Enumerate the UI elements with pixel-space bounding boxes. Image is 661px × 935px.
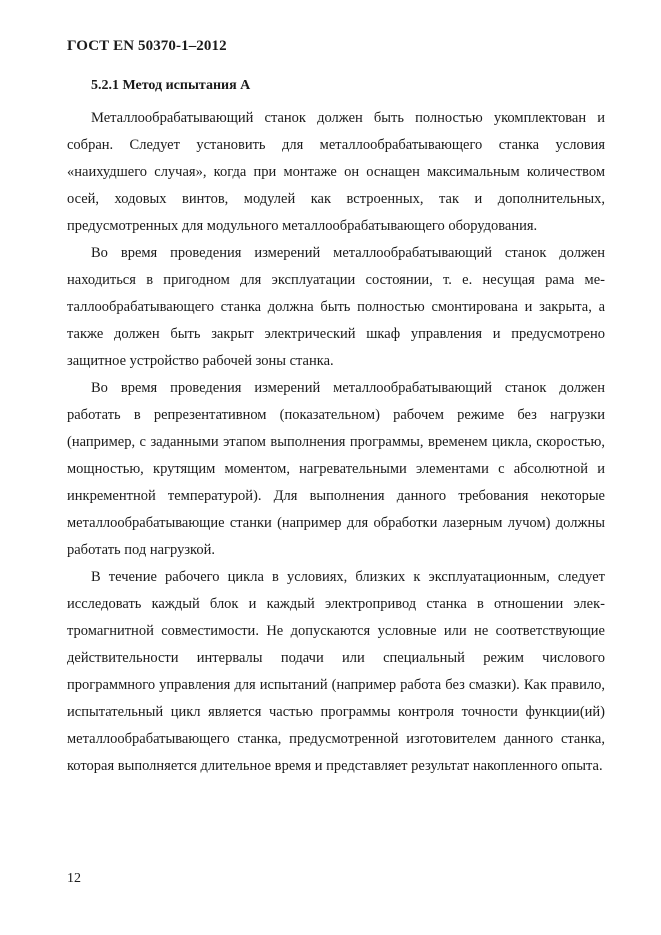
paragraph: Во время проведения измерений металлообрабатывающий станок должен находиться в пригодном для эксплуатации состоянии, т. е. несущая рама металлообрабатывающего станка должна быть полностью смонтирована и закрыта, а также должен быть закрыт электрический шкаф управления и предусмотрено защитное устройство рабочей зоны станка. [67, 245, 605, 369]
paragraph: Металлообрабатывающий станок должен быть полностью укомплектован и собран. Следует установить для металлообрабатывающего станка условия «наихудшего случая», когда при монтаже он оснащен максимальным количеством осей, ходовых винтов, модулей как встроенных, так и дополнительных, предусмотренных для модульного металлообрабатывающего оборудования. [67, 110, 605, 234]
page-number: 12 [67, 871, 81, 886]
paragraph: Во время проведения измерений металлообрабатывающий станок должен работать в репрезентативном (показательном) рабочем режиме без нагрузки (например, с заданными этапом выполнения программы, временем цикла, скоростью, мощностью, крутящим моментом, нагревательными элементами с абсолютной и инкрементной температурой). Для выполнения данного требования некоторые металлообрабатывающие станки (например для обработки лазерным лучом) должны работать под нагрузкой. [67, 380, 605, 558]
section-heading: 5.2.1 Метод испытания А [91, 78, 251, 93]
body-text [67, 105, 605, 780]
paragraph: В течение рабочего цикла в условиях, близких к эксплуатационным, следует исследовать каждый блок и каждый электропривод станка в отношении электромагнитной совместимости. Не допускаются условные или не соответствующие действительности интервалы подачи или специальный режим числового программного управления для испытаний (например работа без смазки). Как правило, испытательный цикл является частью программы контроля точности функции(ий) металлообрабатывающего станка, предусмотренной изготовителем данного станка, которая выполняется длительное время и представляет результат накопленного опыта. [67, 569, 605, 774]
standard-code-header: ГОСТ EN 50370-1–2012 [67, 38, 227, 54]
